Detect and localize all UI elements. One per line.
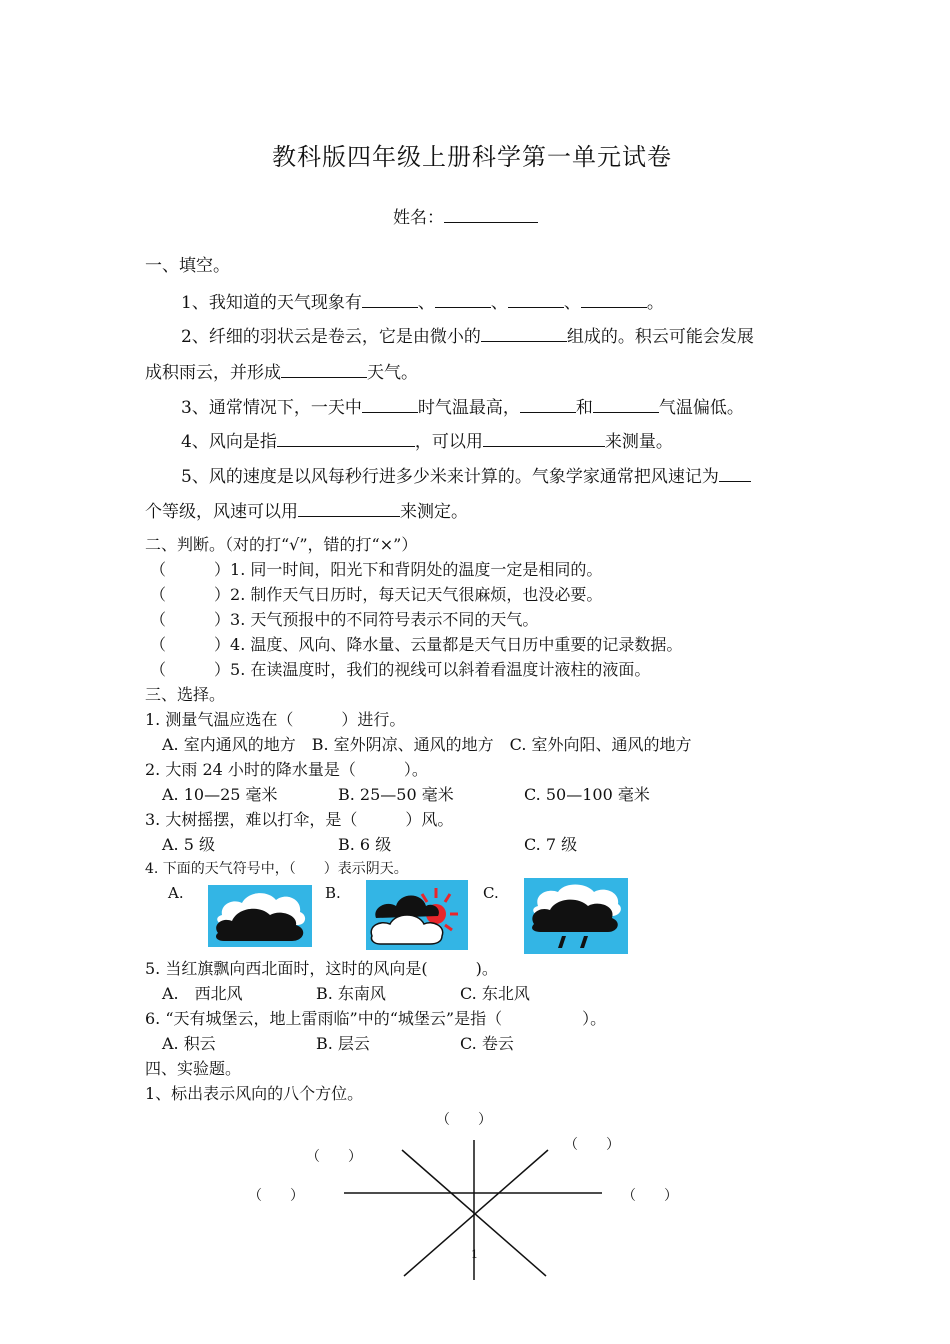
blank[interactable] xyxy=(298,500,400,517)
name-blank[interactable] xyxy=(444,206,538,223)
option-b: B. 25—50 毫米 xyxy=(338,785,454,804)
blank[interactable] xyxy=(362,396,418,413)
answer-paren[interactable]: （ ） xyxy=(150,585,231,604)
direction-blank-north[interactable]: （ ） xyxy=(436,1112,492,1128)
choice-q6: 6. “天有城堡云，地上雷雨临”中的“城堡云”是指（ ）。 xyxy=(145,1009,607,1028)
judge-item: （ ）3. 天气预报中的不同符号表示不同的天气。 xyxy=(150,610,539,629)
cloudy-sun-icon xyxy=(366,880,468,954)
fill-q5-line1: 5、风的速度是以风每秒行进多少米来计算的。气象学家通常把风速记为 xyxy=(181,462,751,487)
direction-blank-northwest[interactable]: （ ） xyxy=(306,1149,362,1165)
option-c: C. xyxy=(483,884,499,902)
overcast-cloud-icon xyxy=(208,885,312,951)
experiment-q1: 1、标出表示风向的八个方位。 xyxy=(145,1084,364,1103)
name-label: 姓名： xyxy=(393,208,444,228)
option-a: A. 10—25 毫米 xyxy=(162,785,278,804)
choice-q4: 4. 下面的天气符号中，（ ）表示阴天。 xyxy=(145,861,408,877)
wind-direction-compass xyxy=(340,1140,610,1284)
blank[interactable] xyxy=(593,396,659,413)
section-fill-heading: 一、填空。 xyxy=(145,256,230,276)
choice-q3: 3. 大树摇摆，难以打伞，是（ ）风。 xyxy=(145,810,454,829)
section-choice-heading: 三、选择。 xyxy=(145,685,226,704)
fill-q2-line2: 成积雨云，并形成 天气。 xyxy=(145,363,418,383)
blank[interactable] xyxy=(508,291,564,308)
direction-blank-northeast[interactable]: （ ） xyxy=(564,1137,620,1153)
answer-paren[interactable]: （ ） xyxy=(150,560,231,579)
option-a: A. xyxy=(168,884,184,902)
option-c: C. 7 级 xyxy=(524,835,578,854)
option-b: B. 层云 xyxy=(316,1034,370,1053)
judge-item: （ ）2. 制作天气日历时，每天记天气很麻烦，也没必要。 xyxy=(150,585,603,604)
blank[interactable] xyxy=(362,291,418,308)
option-b: B. xyxy=(325,884,341,902)
fill-q5-line2: 个等级，风速可以用 来测定。 xyxy=(145,502,468,522)
blank[interactable] xyxy=(277,430,415,447)
answer-paren[interactable]: （ ） xyxy=(150,610,231,629)
direction-blank-west[interactable]: （ ） xyxy=(248,1188,304,1204)
judge-item: （ ）1. 同一时间，阳光下和背阴处的温度一定是相同的。 xyxy=(150,560,603,579)
option-c: C. 卷云 xyxy=(460,1034,514,1053)
judge-item: （ ）4. 温度、风向、降水量、云量都是天气日历中重要的记录数据。 xyxy=(150,635,683,654)
answer-paren[interactable]: （ ） xyxy=(150,635,231,654)
blank[interactable] xyxy=(581,291,647,308)
blank[interactable] xyxy=(481,325,567,342)
option-a: A. 积云 xyxy=(162,1034,216,1053)
blank[interactable] xyxy=(520,396,576,413)
fill-q4: 4、风向是指 ，可以用 来测量。 xyxy=(181,432,673,452)
option-b: B. 东南风 xyxy=(316,984,386,1003)
choice-q5: 5. 当红旗飘向西北面时，这时的风向是( )。 xyxy=(145,959,498,978)
choice-q2: 2. 大雨 24 小时的降水量是（ ）。 xyxy=(145,760,428,779)
judge-item: （ ）5. 在读温度时，我们的视线可以斜着看温度计液柱的液面。 xyxy=(150,660,651,679)
page-title: 教科版四年级上册科学第一单元试卷 xyxy=(272,143,672,171)
answer-paren[interactable]: （ ） xyxy=(150,660,231,679)
blank[interactable] xyxy=(435,291,491,308)
name-row xyxy=(393,203,538,228)
blank[interactable] xyxy=(483,430,605,447)
option-b: B. 6 级 xyxy=(338,835,392,854)
direction-blank-east[interactable]: （ ） xyxy=(622,1188,678,1204)
blank[interactable] xyxy=(281,361,367,378)
option-c: C. 50—100 毫米 xyxy=(524,785,650,804)
fill-q3: 3、通常情况下，一天中 时气温最高， 和 气温偏低。 xyxy=(181,398,744,418)
fill-q1: 1、我知道的天气现象有 、 、 、 。 xyxy=(181,293,664,313)
section-judge-heading: 二、判断。（对的打“√”，错的打“×”） xyxy=(145,535,418,554)
option-a: A. 西北风 xyxy=(162,984,243,1003)
fill-q2-line1: 2、纤细的羽状云是卷云，它是由微小的 组成的。积云可能会发展 xyxy=(181,327,754,347)
option-c: C. 东北风 xyxy=(460,984,530,1003)
blank[interactable] xyxy=(719,465,751,482)
choice-q1: 1. 测量气温应选在（ ）进行。 xyxy=(145,710,406,729)
choice-q1-options: A. 室内通风的地方 B. 室外阴凉、通风的地方 C. 室外向阳、通风的地方 xyxy=(162,735,692,754)
section-experiment-heading: 四、实验题。 xyxy=(145,1059,242,1078)
rain-cloud-icon xyxy=(524,878,628,958)
option-a: A. 5 级 xyxy=(162,835,215,854)
page-number: 1 xyxy=(471,1248,478,1261)
